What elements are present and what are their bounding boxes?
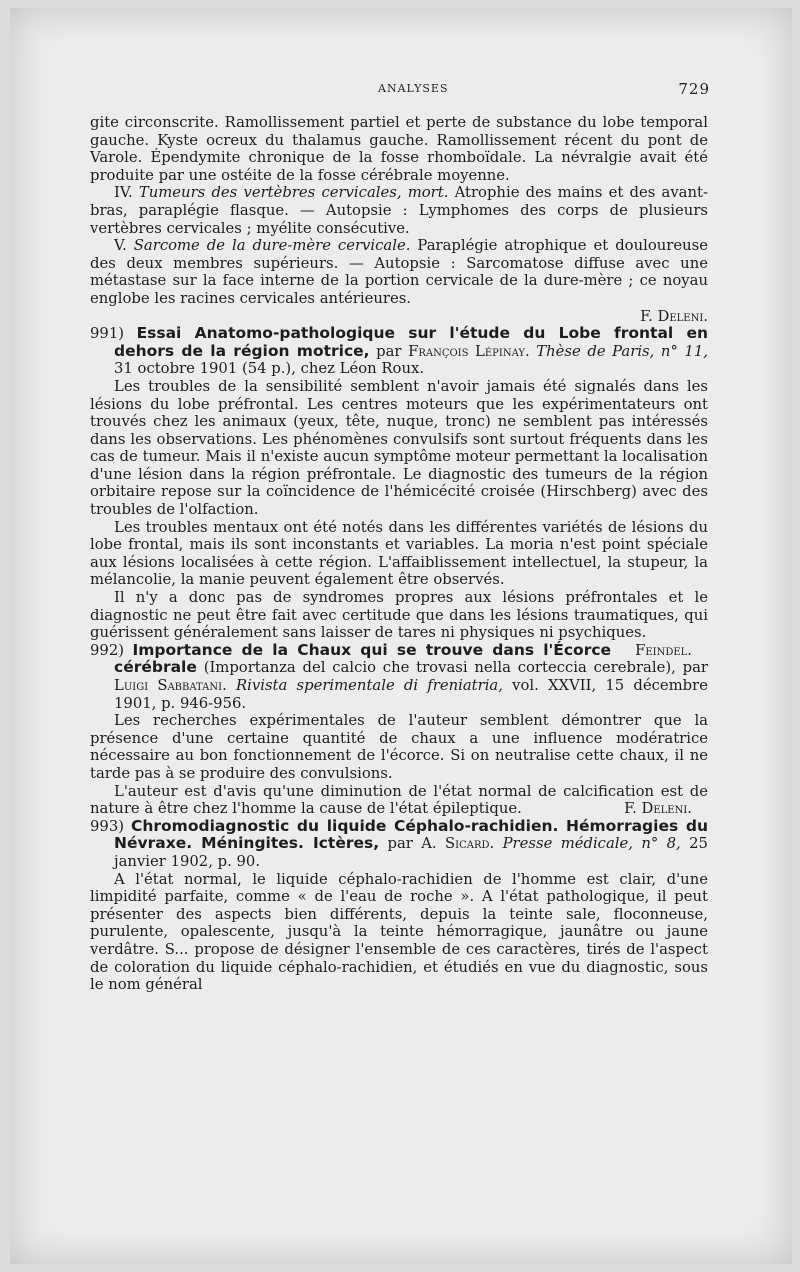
entry-993-title: Chromodiagnostic du liquide Céphalo-rachidien. Hémorragies du Névraxe. Méningites. Ictères,	[114, 816, 708, 853]
entry-993-paragraph: A l'état normal, le liquide céphalo-rachidien de l'homme est clair, d'une limpidité parfaite, comme « de l'eau de roche ». A l'état pathologique, il peut présenter des aspects bien différents, depuis la teinte sale, floconneuse, purulente, opalescente, jusqu'à la teinte hémorragique, jaunâtre ou jaune verdâtre. S... propose de désigner l'ensemble de ces caractères, tirés de l'aspect de coloration du liquide céphalo-rachidien, et étudiés en vue du diagnostic, sous le nom général	[90, 870, 708, 994]
entry-991-paragraph-text: Il n'y a donc pas de syndromes propres aux lésions préfrontales et le diagnostic ne peut être fait avec certitude que dans les lésions traumatiques, qui guérissent généralement sans laisser de tares ni physiques ni psychiques.	[90, 589, 708, 642]
entry-991-signature: Feindel.	[635, 641, 692, 659]
case-v-label: V.	[114, 237, 127, 255]
entry-993-heading	[90, 818, 708, 871]
case-iv-title: Tumeurs des vertèbres cervicales, mort.	[138, 184, 449, 202]
entry-993-journal: Presse médicale, n° 8,	[502, 835, 681, 853]
case-iv-text: Atrophie des mains et des avant-bras, paraplégie flasque. — Autopsie : Lymphomes des corps de plusieurs vertèbres cervicales ; myélite consécutive.	[90, 184, 708, 237]
case-iv-label: IV.	[114, 184, 133, 202]
intro-paragraph: gite circonscrite. Ramollissement partiel et perte de substance du lobe temporal gauche. Kyste ocreux du thalamus gauche. Ramollissement récent du pont de Varole. Épendymite chronique de la fosse rhomboïdale. La névralgie avait été produite par une ostéite de la fosse cérébrale moyenne.	[90, 114, 708, 184]
case-v-paragraph	[90, 237, 708, 307]
entry-993-author: A. Sicard.	[421, 835, 495, 853]
intro-signature: F. Deleni.	[640, 307, 708, 325]
entry-992-paragraph	[90, 783, 708, 818]
case-v-title: Sarcome de la dure-mère cervicale.	[133, 237, 411, 255]
scanned-page	[10, 8, 792, 1264]
entry-991-author: François Lépinay.	[408, 342, 530, 360]
entry-991-details: 31 octobre 1901 (54 p.), chez Léon Roux.	[114, 360, 425, 378]
page-number: 729	[678, 80, 710, 98]
entry-991-by: par	[376, 342, 402, 360]
entry-992-details: vol. XXVII, 15 décembre 1901, p. 946-956.	[114, 677, 708, 712]
entry-992-subtitle: (Importanza del calcio che trovasi nella corteccia cerebrale), par	[203, 659, 708, 677]
entry-991-number: 991)	[90, 325, 125, 343]
entry-991-paragraph: Les troubles mentaux ont été notés dans les différentes variétés de lésions du lobe frontal, mais ils sont inconstants et variables. La moria n'est point spéciale aux lésions localisées à cette région. L'affaiblissement intellectuel, la stupeur, la mélancolie, la manie peuvent également être observés.	[90, 518, 708, 589]
case-iv-paragraph	[90, 184, 708, 237]
entry-992-title: Importance de la Chaux qui se trouve dans l'Écorce cérébrale	[114, 640, 612, 677]
entry-992-journal: Rivista sperimentale di freniatria,	[236, 677, 503, 694]
entry-992-paragraph: Les recherches expérimentales de l'auteur semblent démontrer que la présence d'une certaine quantité de chaux a une influence modératrice nécessaire au bon fonctionnement de l'écorce. Si on neutralise cette chaux, il ne tarde pas à se produire des convulsions.	[90, 712, 708, 782]
entry-992-author: Luigi Sabbatani.	[114, 677, 227, 694]
entry-991-paragraph: Les troubles de la sensibilité semblent n'avoir jamais été signalés dans les lésions du lobe préfrontal. Les centres moteurs que les expérimentateurs ont trouvés chez les animaux (yeux, tête, nuque, tronc) ne semblent pas intéressés dans les observations. Les phénomènes convulsifs sont surtout fréquents dans les cas de tumeur. Mais il n'existe aucun symptôme moteur permettant la localisation d'une lésion dans la région préfrontale. Le diagnostic des tumeurs de la région orbitaire repose sur la coïncidence de l'hémicécité croisée (Hirschberg) avec des troubles de l'olfaction.	[90, 377, 708, 519]
entry-991-title: Essai Anatomo-pathologique sur l'étude du Lobe frontal en dehors de la région motrice,	[114, 324, 708, 360]
page-header	[90, 80, 710, 102]
entry-992-paragraph-text: L'auteur est d'avis qu'une diminution de l'état normal de calcification est de nature à être chez l'homme la cause de l'état épileptique.	[90, 782, 708, 818]
entry-991-heading	[90, 325, 708, 378]
entry-993-details: 25 janvier 1902, p. 90.	[114, 835, 708, 870]
article-body	[90, 114, 708, 994]
entry-993-number: 993)	[90, 817, 125, 835]
case-v-text: Paraplégie atrophique et douloureuse des deux membres supérieurs. — Autopsie : Sarcomatose diffuse avec une métastase sur la face interne de la portion cervicale de la dure-mère ; ce noyau englobe les racines cervicales antérieures.	[90, 237, 708, 307]
entry-992-number: 992)	[90, 641, 125, 659]
entry-991-journal: Thèse de Paris, n° 11,	[536, 342, 708, 360]
running-title: ANALYSES	[378, 82, 449, 95]
entry-992-signature: F. Deleni.	[624, 800, 692, 818]
entry-993-by: par	[387, 835, 413, 853]
